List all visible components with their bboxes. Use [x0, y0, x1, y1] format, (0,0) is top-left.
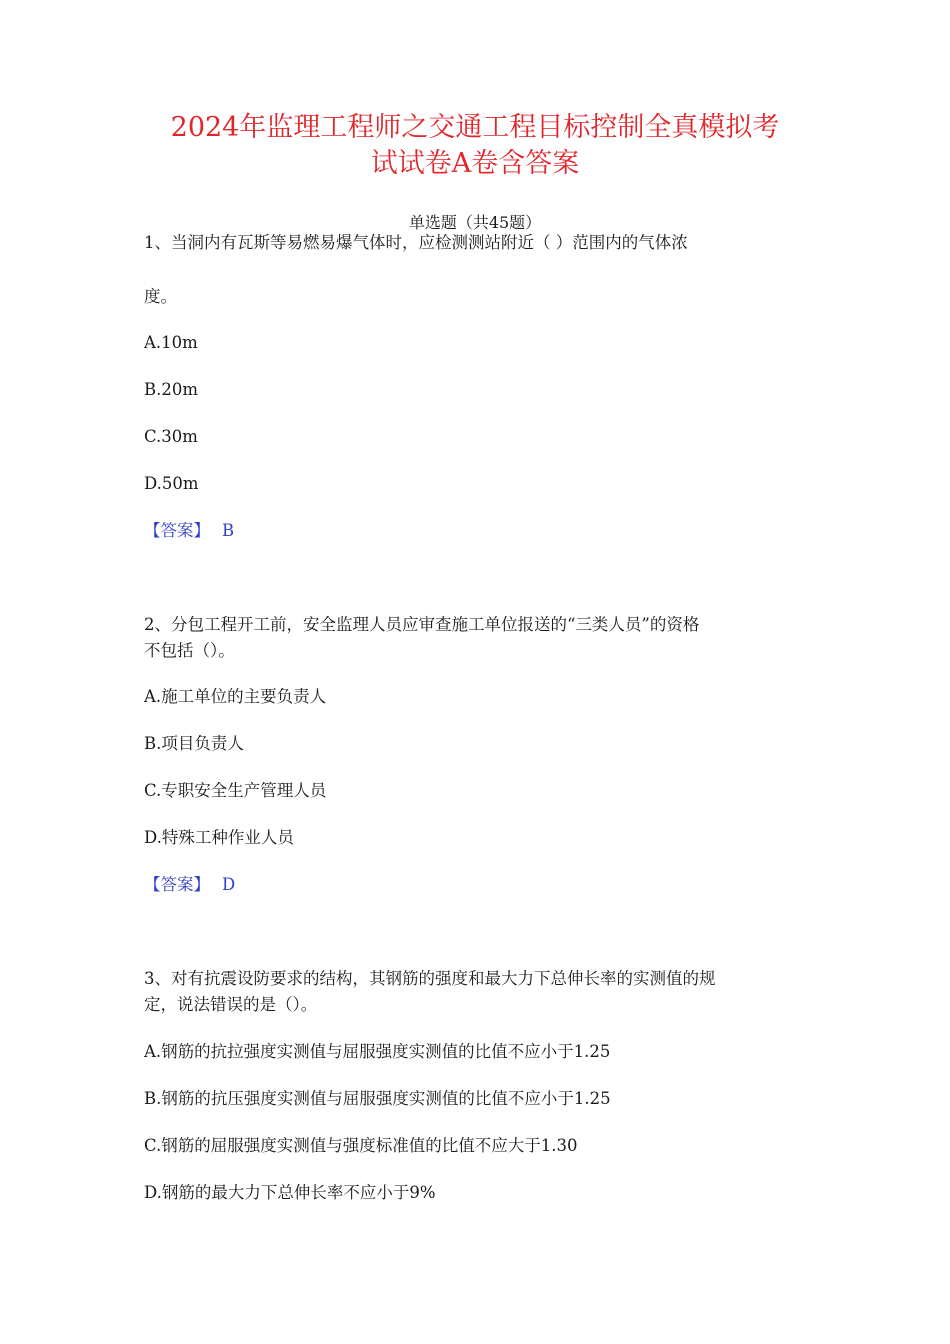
section-heading: 单选题（共45题） — [408, 213, 542, 232]
answer-value: D — [222, 875, 236, 894]
question-2-answer — [144, 874, 235, 896]
answer-label: 【答案】 — [144, 521, 210, 540]
question-2-option-a: A.施工单位的主要负责人 — [144, 687, 327, 706]
question-2-stem-line-1: 2、分包工程开工前，安全监理人员应审查施工单位报送的“三类人员”的资格 — [144, 615, 700, 634]
document-title-line-1: 2024年监理工程师之交通工程目标控制全真模拟考 — [170, 112, 780, 143]
question-2-option-b: B.项目负责人 — [144, 734, 244, 753]
question-1-stem-line-1: 1、当洞内有瓦斯等易燃易爆气体时，应检测测站附近（ ）范围内的气体浓 — [144, 233, 688, 252]
question-3-option-a: A.钢筋的抗拉强度实测值与屈服强度实测值的比值不应小于1.25 — [144, 1042, 611, 1061]
question-1-option-b: B.20m — [144, 380, 199, 399]
question-3-option-d: D.钢筋的最大力下总伸长率不应小于9% — [144, 1183, 436, 1202]
answer-value: B — [222, 521, 235, 540]
question-3-option-c: C.钢筋的屈服强度实测值与强度标准值的比值不应大于1.30 — [144, 1136, 578, 1155]
question-1-option-a: A.10m — [144, 333, 198, 352]
question-1-option-d: D.50m — [144, 474, 199, 493]
question-1-answer — [144, 520, 234, 542]
question-3-option-b: B.钢筋的抗压强度实测值与屈服强度实测值的比值不应小于1.25 — [144, 1089, 611, 1108]
document-title-line-2: 试试卷A卷含答案 — [370, 148, 580, 179]
question-1-option-c: C.30m — [144, 427, 198, 446]
question-3-stem-line-1: 3、对有抗震设防要求的结构，其钢筋的强度和最大力下总伸长率的实测值的规 — [144, 969, 716, 988]
question-2-option-d: D.特殊工种作业人员 — [144, 828, 294, 847]
question-2-stem-line-2: 不包括（）。 — [144, 641, 235, 660]
question-1-stem-line-2: 度。 — [144, 287, 177, 306]
question-3-stem-line-2: 定，说法错误的是（）。 — [144, 995, 318, 1014]
question-2-option-c: C.专职安全生产管理人员 — [144, 781, 327, 800]
answer-label: 【答案】 — [144, 875, 210, 894]
